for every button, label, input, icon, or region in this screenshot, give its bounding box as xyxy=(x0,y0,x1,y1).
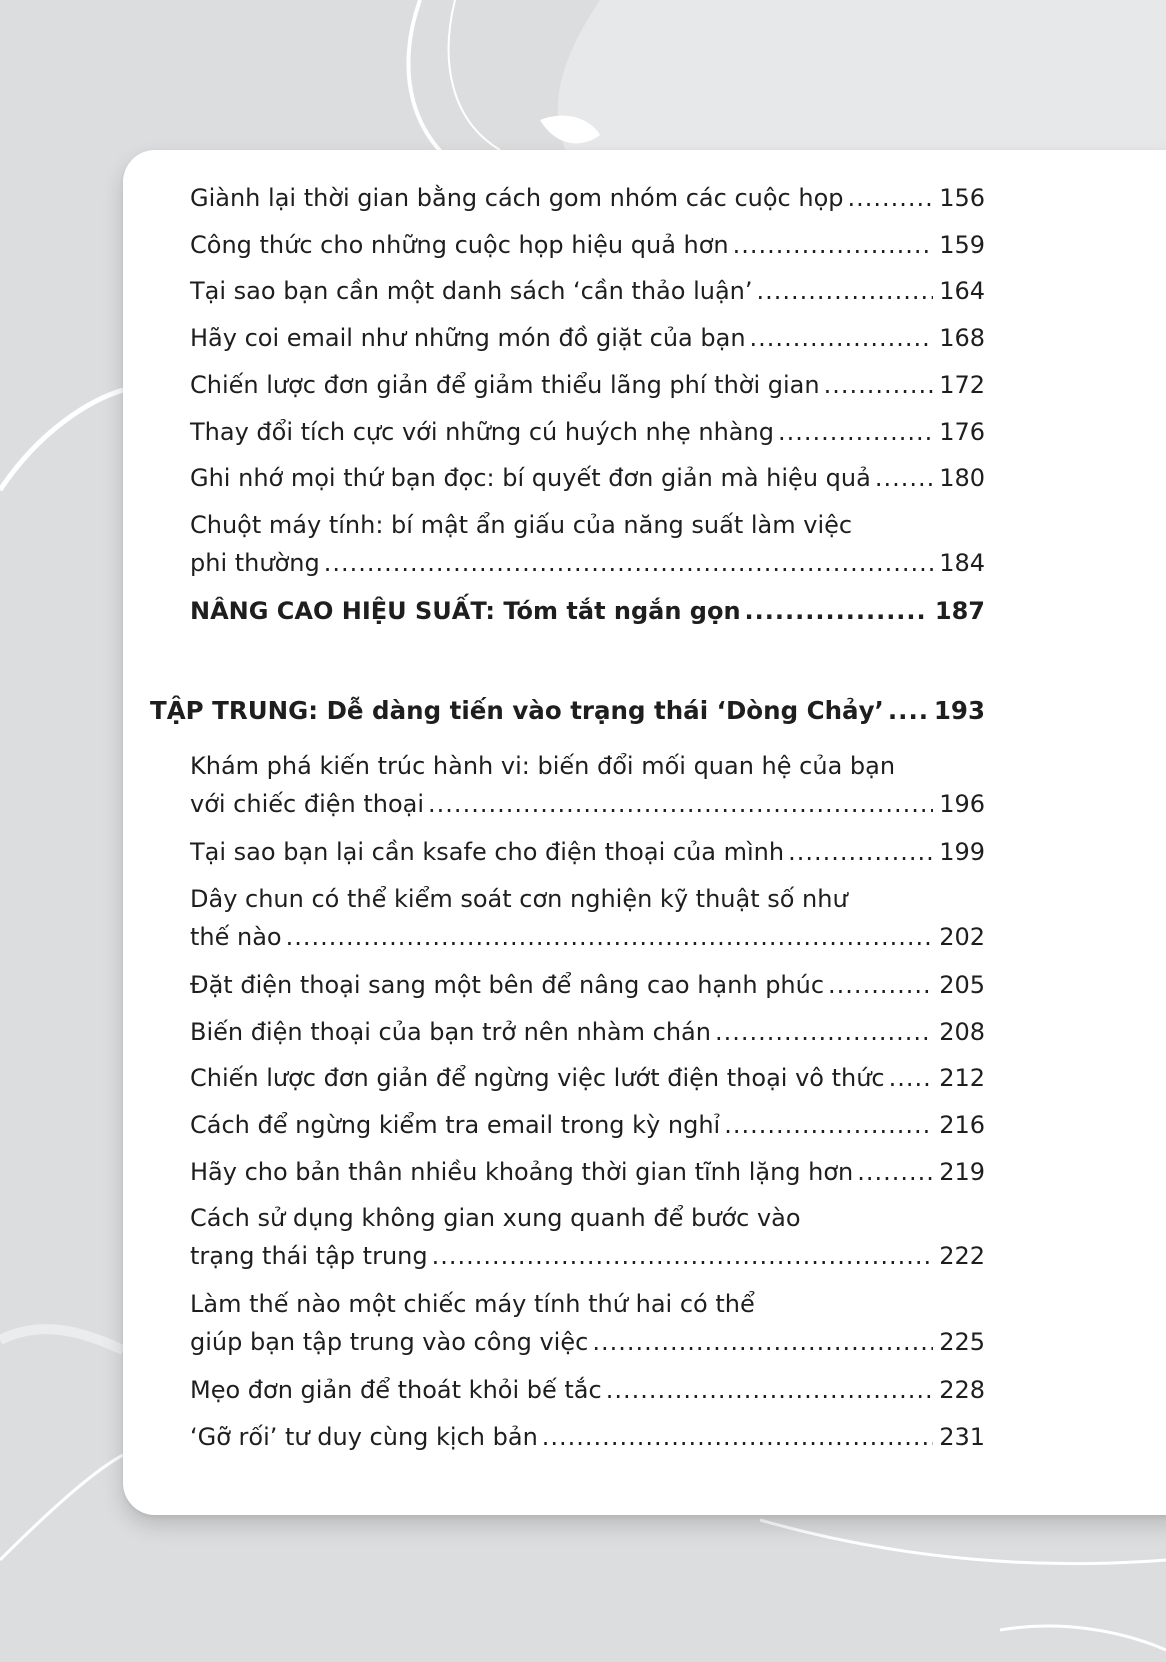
toc-entry-page: 164 xyxy=(939,277,985,305)
dot-leader xyxy=(875,459,933,497)
toc-entry-page: 180 xyxy=(939,464,985,492)
toc-entry-page: 172 xyxy=(939,371,985,399)
toc-entry[interactable] xyxy=(190,833,985,871)
toc-entry[interactable] xyxy=(190,1418,985,1456)
dot-leader xyxy=(715,1013,933,1051)
toc-entry[interactable] xyxy=(190,1153,985,1191)
toc-entry-page: 156 xyxy=(939,184,985,212)
toc-entry-page: 202 xyxy=(939,923,985,951)
toc-entry-title-cont: giúp bạn tập trung vào công việc xyxy=(190,1328,589,1356)
dot-leader xyxy=(828,966,933,1004)
dot-leader xyxy=(724,1106,933,1144)
toc-entry-page: 184 xyxy=(939,549,985,577)
toc-entry-title: NÂNG CAO HIỆU SUẤT: Tóm tắt ngắn gọn xyxy=(190,597,741,625)
dot-leader xyxy=(432,1237,934,1275)
toc-entry-title: Chiến lược đơn giản để giảm thiểu lãng phí thời gian xyxy=(190,371,820,399)
toc-entry-title: Cách sử dụng không gian xung quanh để bước vào xyxy=(190,1204,801,1232)
toc-entry-page: 216 xyxy=(939,1111,985,1139)
dot-leader xyxy=(757,272,934,310)
section-title: TẬP TRUNG: Dễ dàng tiến vào trạng thái ‘Dòng Chảy’ xyxy=(150,696,884,725)
dot-leader xyxy=(428,785,933,823)
toc-entry-title: Chiến lược đơn giản để ngừng việc lướt điện thoại vô thức xyxy=(190,1064,885,1092)
dot-leader xyxy=(324,544,933,582)
toc-entry-page: 208 xyxy=(939,1018,985,1046)
toc-entry-title: Thay đổi tích cực với những cú huých nhẹ nhàng xyxy=(190,418,774,446)
toc-entry-title: Làm thế nào một chiếc máy tính thứ hai có thể xyxy=(190,1290,755,1318)
toc-entry[interactable] xyxy=(190,1285,985,1361)
toc-entry-title: Hãy cho bản thân nhiều khoảng thời gian tĩnh lặng hơn xyxy=(190,1158,854,1186)
dot-leader xyxy=(824,366,934,404)
dot-leader xyxy=(286,918,934,956)
toc-entry-page: 199 xyxy=(939,838,985,866)
toc-section-heading[interactable] xyxy=(150,692,985,730)
toc-entry-title-cont: với chiếc điện thoại xyxy=(190,790,425,818)
toc-entry[interactable] xyxy=(190,459,985,497)
dot-leader xyxy=(888,692,928,730)
toc-entry-page: 187 xyxy=(934,597,985,625)
dot-leader xyxy=(745,592,929,630)
toc-entry-title: Công thức cho những cuộc họp hiệu quả hơn xyxy=(190,231,729,259)
dot-leader xyxy=(889,1059,934,1097)
dot-leader xyxy=(778,413,933,451)
toc-entry-page: 219 xyxy=(939,1158,985,1186)
toc-entry-title: Ghi nhớ mọi thứ bạn đọc: bí quyết đơn giản mà hiệu quả xyxy=(190,464,871,492)
toc-entry-title: Giành lại thời gian bằng cách gom nhóm các cuộc họp xyxy=(190,184,844,212)
toc-entry-page: 205 xyxy=(939,971,985,999)
toc-entry-page: 196 xyxy=(939,790,985,818)
toc-entry[interactable] xyxy=(190,1106,985,1144)
toc-summary-entry[interactable] xyxy=(190,592,985,630)
toc-entry-title: Tại sao bạn cần một danh sách ‘cần thảo luận’ xyxy=(190,277,753,305)
toc-entry[interactable] xyxy=(190,1199,985,1275)
toc-entry-title: Dây chun có thể kiểm soát cơn nghiện kỹ thuật số như xyxy=(190,885,848,913)
toc-entry[interactable] xyxy=(190,1013,985,1051)
toc-entry-title: Hãy coi email như những món đồ giặt của bạn xyxy=(190,324,746,352)
toc-entry[interactable] xyxy=(190,1371,985,1409)
toc-entry[interactable] xyxy=(190,413,985,451)
toc-entry-title: Chuột máy tính: bí mật ẩn giấu của năng suất làm việc xyxy=(190,511,853,539)
toc-entry-title: Tại sao bạn lại cần ksafe cho điện thoại của mình xyxy=(190,838,785,866)
toc-entry-page: 231 xyxy=(939,1423,985,1451)
toc-entry-page: 212 xyxy=(939,1064,985,1092)
dot-leader xyxy=(750,319,934,357)
toc-entry-page: 228 xyxy=(939,1376,985,1404)
toc-entry[interactable] xyxy=(190,966,985,1004)
toc-entry[interactable] xyxy=(190,179,985,217)
toc-entry[interactable] xyxy=(190,1059,985,1097)
toc-entry-title-cont: thế nào xyxy=(190,923,282,951)
toc-entry-title-cont: phi thường xyxy=(190,549,320,577)
toc-entry-title-cont: trạng thái tập trung xyxy=(190,1242,428,1270)
dot-leader xyxy=(857,1153,933,1191)
toc-entry-page: 225 xyxy=(939,1328,985,1356)
dot-leader xyxy=(848,179,934,217)
toc-entry-page: 222 xyxy=(939,1242,985,1270)
toc-entry[interactable] xyxy=(190,880,985,956)
toc-entry[interactable] xyxy=(190,226,985,264)
dot-leader xyxy=(592,1323,933,1361)
dot-leader xyxy=(542,1418,933,1456)
section-page: 193 xyxy=(933,696,985,725)
toc-entry-page: 159 xyxy=(939,231,985,259)
toc-entry-title: Cách để ngừng kiểm tra email trong kỳ nghỉ xyxy=(190,1111,721,1139)
dot-leader xyxy=(733,226,934,264)
toc-entry-title: Mẹo đơn giản để thoát khỏi bế tắc xyxy=(190,1376,602,1404)
toc-entry-title: Đặt điện thoại sang một bên để nâng cao hạnh phúc xyxy=(190,971,825,999)
toc-entry-title: Khám phá kiến trúc hành vi: biến đổi mối quan hệ của bạn xyxy=(190,752,896,780)
toc-entry-page: 168 xyxy=(939,324,985,352)
dot-leader xyxy=(606,1371,933,1409)
toc-entry-page: 176 xyxy=(939,418,985,446)
toc-entry[interactable] xyxy=(190,319,985,357)
dot-leader xyxy=(788,833,933,871)
toc-entry[interactable] xyxy=(190,366,985,404)
toc-entry[interactable] xyxy=(190,272,985,310)
toc-entry[interactable] xyxy=(190,506,985,582)
toc-entry[interactable] xyxy=(190,747,985,823)
toc-entry-title: Biến điện thoại của bạn trở nên nhàm chán xyxy=(190,1018,711,1046)
toc-entry-title: ‘Gỡ rối’ tư duy cùng kịch bản xyxy=(190,1423,538,1451)
